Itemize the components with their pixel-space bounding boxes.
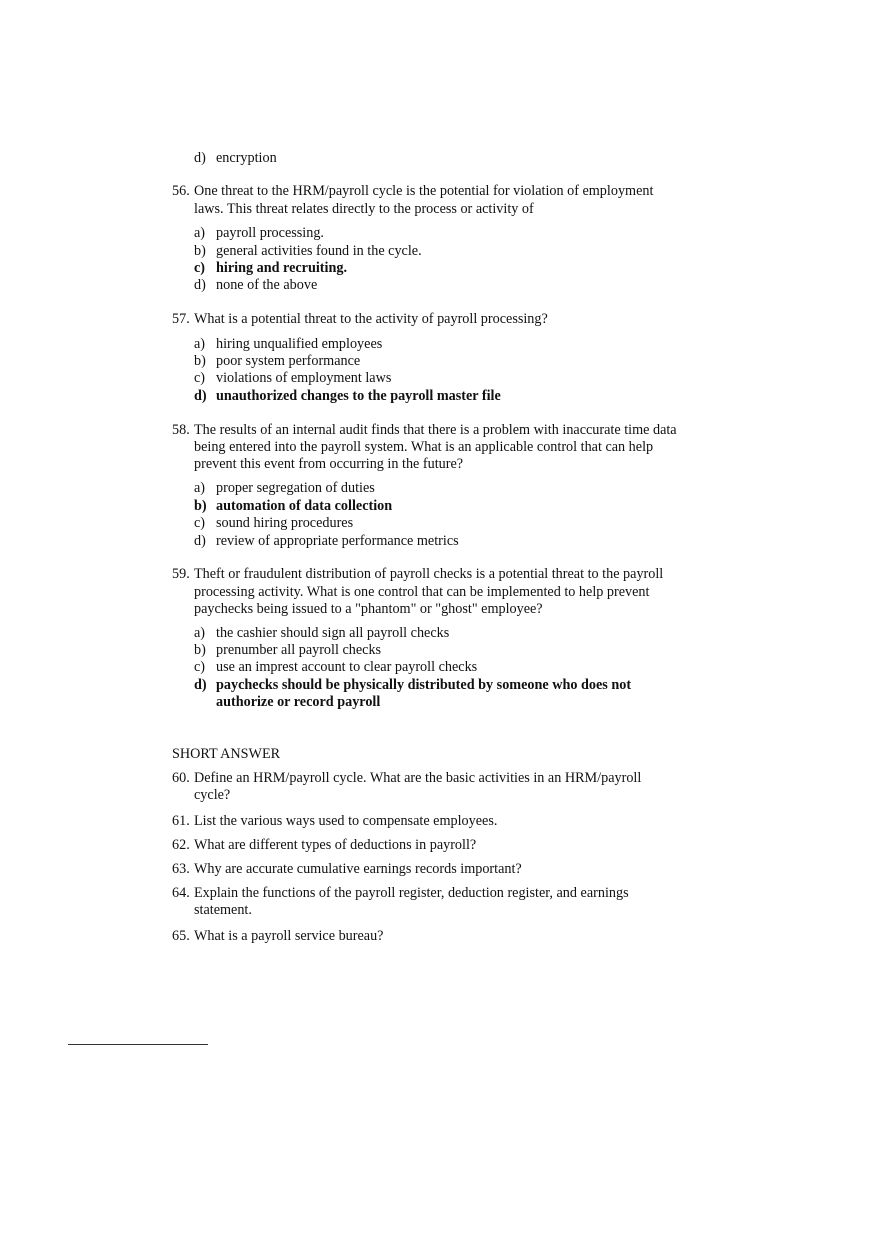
- question-number: 58.: [172, 422, 190, 438]
- option-text: poor system performance: [216, 353, 361, 369]
- option-text: payroll processing.: [216, 225, 324, 241]
- question-text: prevent this event from occurring in the future?: [194, 456, 464, 472]
- question-text: List the various ways used to compensate employees.: [194, 813, 498, 829]
- question-text: statement.: [194, 902, 252, 918]
- option-letter: b): [194, 642, 206, 658]
- question-text: One threat to the HRM/payroll cycle is the potential for violation of employment: [194, 183, 654, 199]
- question-number: 56.: [172, 183, 190, 199]
- option-letter: c): [194, 370, 206, 386]
- option-text: proper segregation of duties: [216, 480, 375, 496]
- section-heading: SHORT ANSWER: [172, 746, 281, 762]
- option-letter: d): [194, 533, 206, 549]
- question-text: being entered into the payroll system. What is an applicable control that can help: [194, 439, 654, 455]
- question-text: cycle?: [194, 787, 231, 803]
- option-text: violations of employment laws: [216, 370, 392, 386]
- correct-answer-text: authorize or record payroll: [216, 694, 381, 710]
- option-letter: c): [194, 515, 206, 531]
- option-letter: a): [194, 480, 206, 496]
- question-text: laws. This threat relates directly to the process or activity of: [194, 201, 534, 217]
- question-number: 65.: [172, 928, 190, 944]
- question-text: Explain the functions of the payroll register, deduction register, and earnings: [194, 885, 629, 901]
- option-text: sound hiring procedures: [216, 515, 354, 531]
- option-text: general activities found in the cycle.: [216, 243, 422, 259]
- correct-answer-text: automation of data collection: [216, 498, 393, 514]
- question-text: Define an HRM/payroll cycle. What are the basic activities in an HRM/payroll: [194, 770, 642, 786]
- question-text: What is a payroll service bureau?: [194, 928, 384, 944]
- correct-answer-text: unauthorized changes to the payroll master file: [216, 388, 501, 404]
- question-number: 63.: [172, 861, 190, 877]
- option-text: the cashier should sign all payroll checks: [216, 625, 450, 641]
- option-letter: d): [194, 150, 206, 166]
- question-text: What is a potential threat to the activity of payroll processing?: [194, 311, 548, 327]
- correct-answer-text: paychecks should be physically distributed by someone who does not: [216, 677, 632, 693]
- option-text: encryption: [216, 150, 277, 166]
- question-text: What are different types of deductions in payroll?: [194, 837, 477, 853]
- option-text: use an imprest account to clear payroll checks: [216, 659, 478, 675]
- option-letter: b): [194, 353, 206, 369]
- option-letter: c): [194, 659, 206, 675]
- question-number: 59.: [172, 566, 190, 582]
- option-text: hiring unqualified employees: [216, 336, 383, 352]
- question-text: paychecks being issued to a "phantom" or "ghost" employee?: [194, 601, 543, 617]
- question-number: 64.: [172, 885, 190, 901]
- question-number: 61.: [172, 813, 190, 829]
- option-letter: d): [194, 388, 207, 404]
- question-number: 60.: [172, 770, 190, 786]
- option-letter: d): [194, 677, 207, 693]
- option-letter: b): [194, 498, 207, 514]
- option-text: none of the above: [216, 277, 318, 293]
- question-text: processing activity. What is one control that can be implemented to help prevent: [194, 584, 650, 600]
- question-number: 62.: [172, 837, 190, 853]
- option-letter: d): [194, 277, 206, 293]
- option-text: review of appropriate performance metrics: [216, 533, 459, 549]
- question-text: The results of an internal audit finds that there is a problem with inaccurate time data: [194, 422, 677, 438]
- option-letter: a): [194, 625, 206, 641]
- question-number: 57.: [172, 311, 190, 327]
- footnote-rule: [68, 1044, 208, 1045]
- question-text: Theft or fraudulent distribution of payroll checks is a potential threat to the payroll: [194, 566, 664, 582]
- correct-answer-text: hiring and recruiting.: [216, 260, 347, 276]
- option-letter: a): [194, 336, 206, 352]
- option-letter: a): [194, 225, 206, 241]
- option-letter: b): [194, 243, 206, 259]
- question-text: Why are accurate cumulative earnings records important?: [194, 861, 522, 877]
- option-text: prenumber all payroll checks: [216, 642, 382, 658]
- option-letter: c): [194, 260, 206, 276]
